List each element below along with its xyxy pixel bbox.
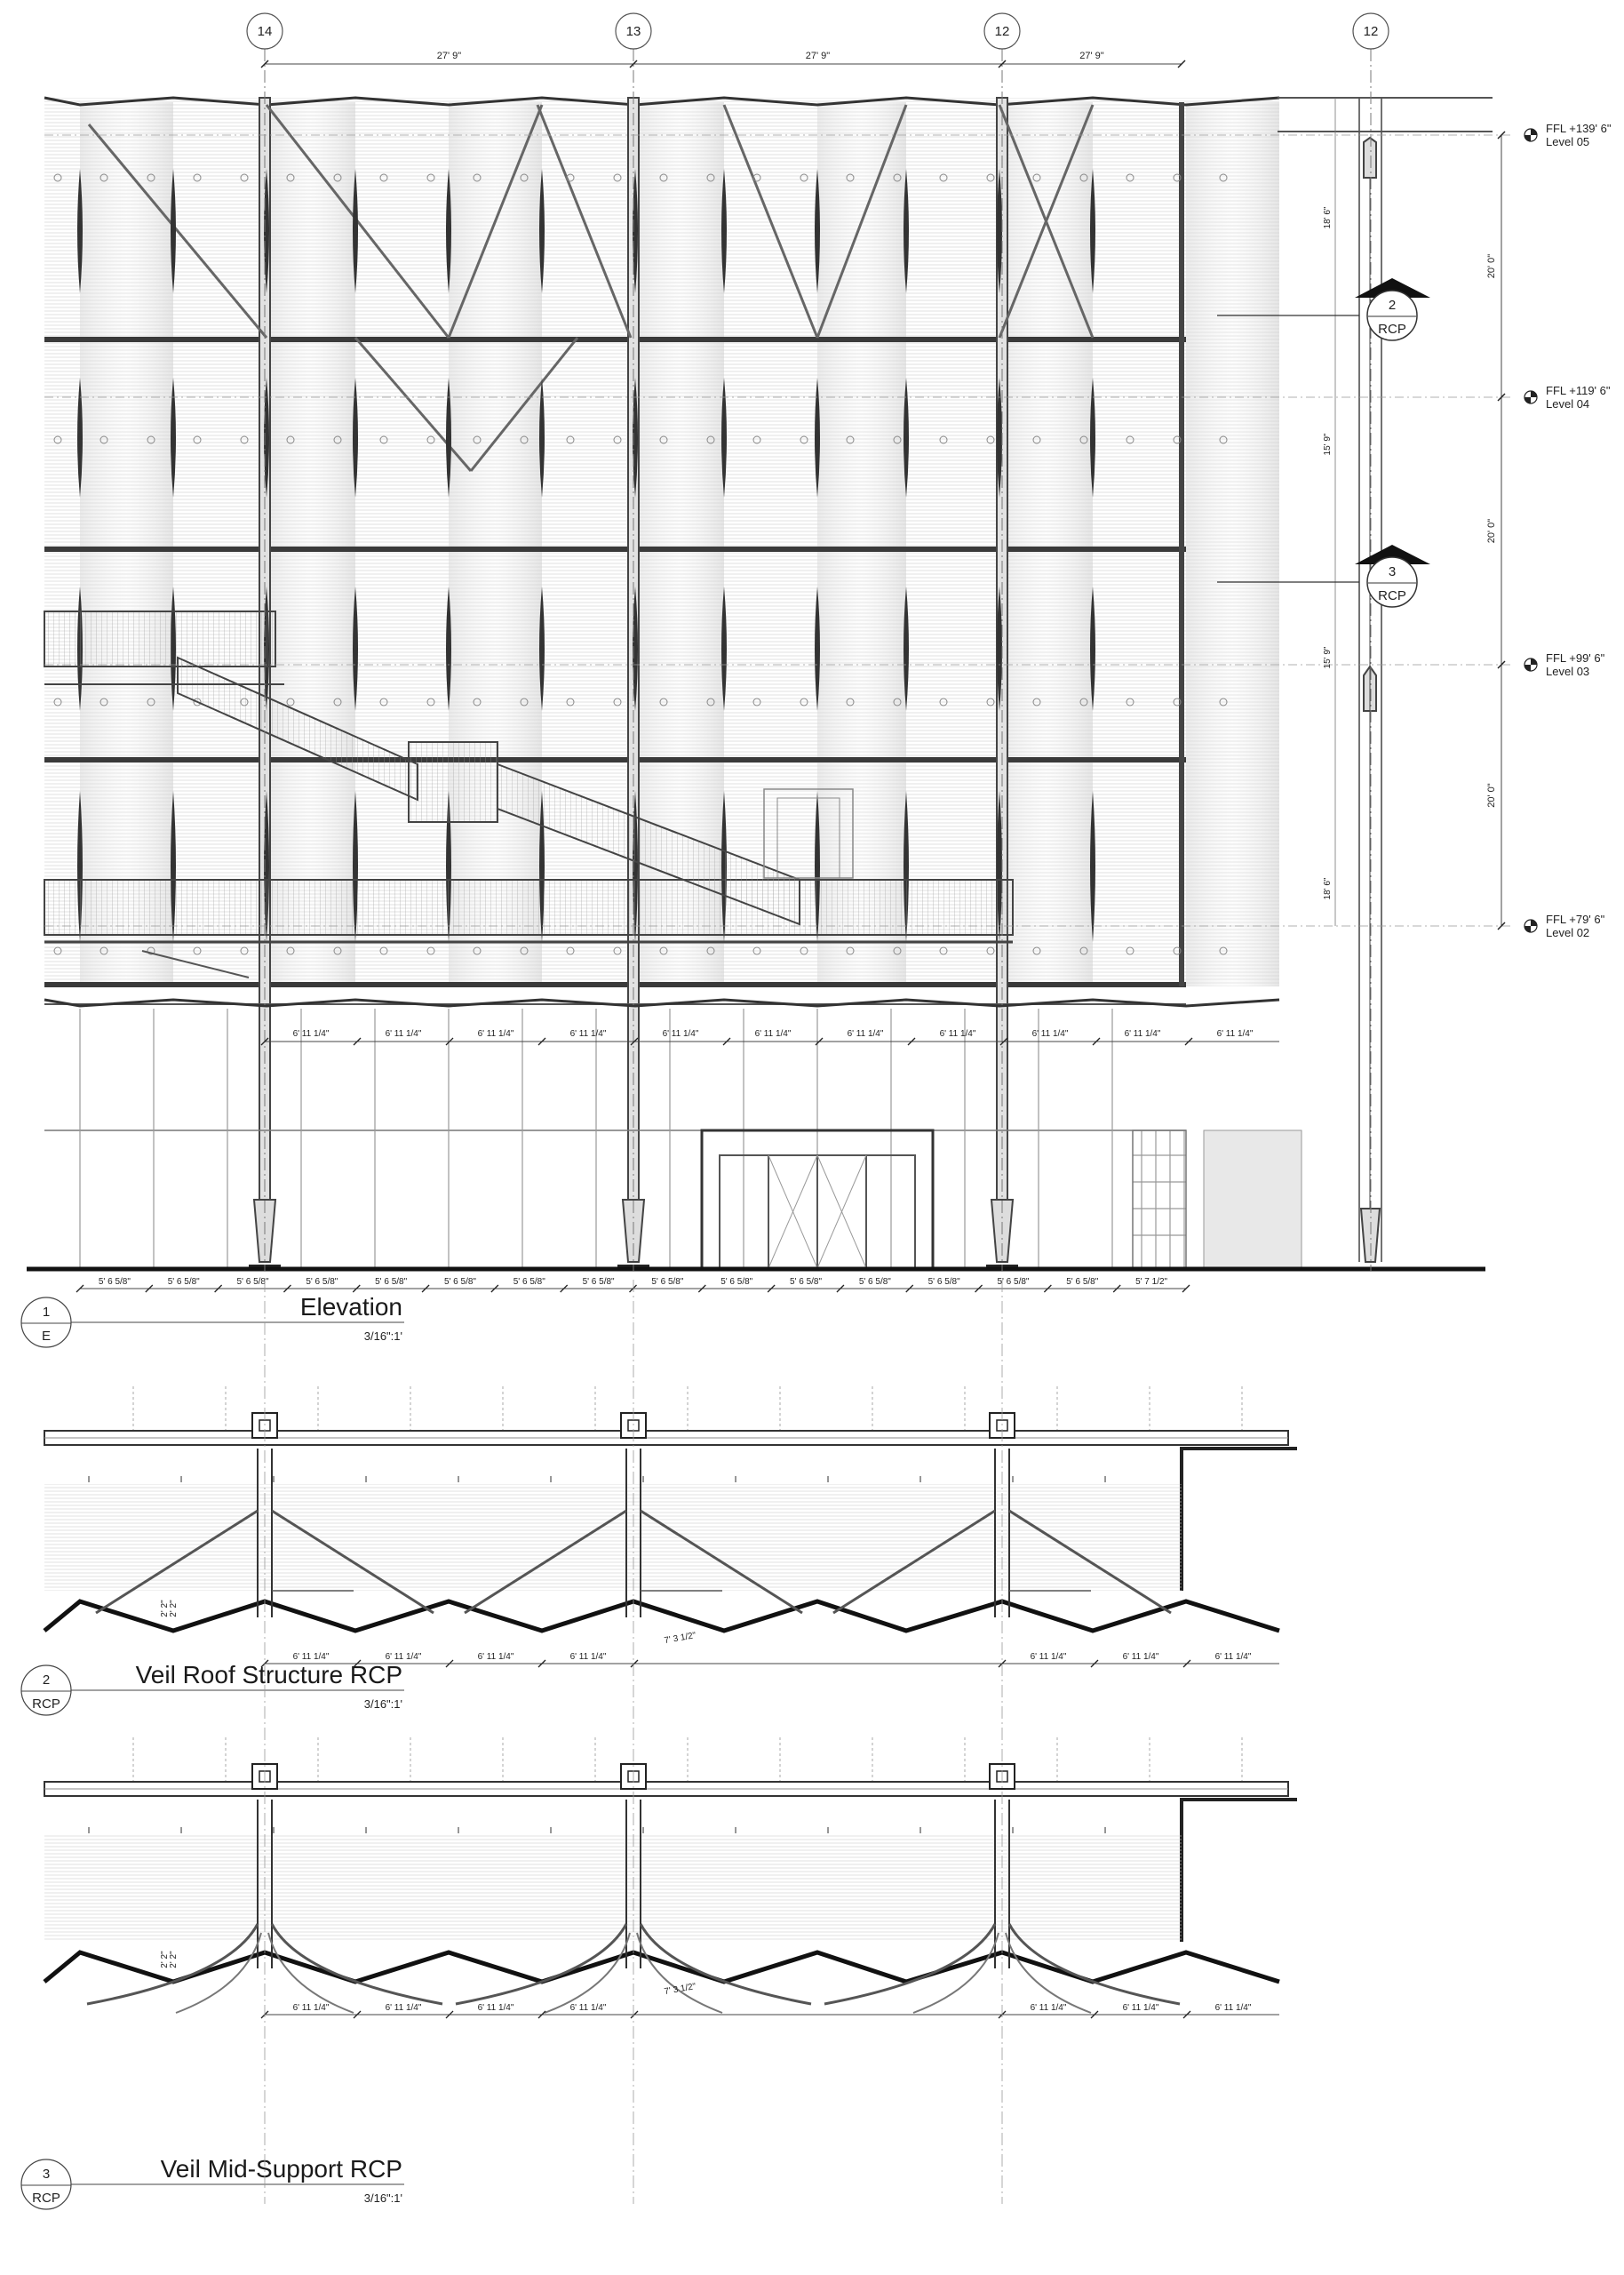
- rcp-dimension-text: 6' 11 1/4": [385, 1652, 422, 1662]
- veil-panel: [817, 102, 906, 986]
- level-elevation: FFL +99' 6": [1546, 651, 1605, 665]
- rcp-hanger: I: [549, 1826, 553, 1836]
- dimension-text: 15' 9": [1323, 433, 1333, 456]
- veil-panel: [1186, 102, 1279, 986]
- rcp-hanger: I: [549, 1475, 553, 1485]
- rcp-dimension-text: 6' 11 1/4": [292, 2003, 330, 2013]
- rcp-hanger: I: [919, 1826, 922, 1836]
- drawing-title: Veil Roof Structure RCP: [135, 1661, 402, 1688]
- rcp-dimension-text: 6' 11 1/4": [385, 2003, 422, 2013]
- dimension-text: 5' 6 5/8": [375, 1277, 408, 1287]
- rcp-hanger: I: [272, 1826, 275, 1836]
- rcp-branch: [1006, 1933, 1091, 2013]
- rcp-hanger: I: [179, 1475, 183, 1485]
- rcp-hanger: I: [641, 1475, 645, 1485]
- rcp-dimension-text: 6' 11 1/4": [1122, 1652, 1159, 1662]
- rcp-hanger: I: [919, 1475, 922, 1485]
- dimension-text: 5' 6 5/8": [1066, 1277, 1099, 1287]
- grid-label: 14: [257, 24, 273, 39]
- dimension-text: 6' 11 1/4": [1216, 1029, 1254, 1039]
- drawing-scale: 3/16":1': [363, 1329, 402, 1343]
- rcp-dimension-text: 6' 11 1/4": [569, 2003, 607, 2013]
- rcp-hanger: I: [1011, 1826, 1015, 1836]
- section-number: 2: [1388, 298, 1397, 313]
- rcp-dimension-text: 6' 11 1/4": [1122, 2003, 1159, 2013]
- veil-panel: [999, 102, 1093, 986]
- veil-panel: [267, 102, 355, 986]
- rcp-dimension-text: 6' 11 1/4": [477, 2003, 514, 2013]
- level-name: Level 03: [1546, 665, 1590, 678]
- dimension-text: 6' 11 1/4": [847, 1029, 884, 1039]
- tree-column-section: [1278, 98, 1493, 1262]
- grid-label: 12: [1363, 24, 1379, 39]
- rcp-hanger: I: [272, 1475, 275, 1485]
- level-name: Level 05: [1546, 135, 1590, 148]
- drawing-title: Veil Mid-Support RCP: [160, 2155, 402, 2183]
- rcp-hanger: I: [1103, 1475, 1107, 1485]
- dimension-text: 6' 11 1/4": [292, 1029, 330, 1039]
- rcp-hanger: I: [87, 1475, 91, 1485]
- dimension-text: 5' 6 5/8": [790, 1277, 823, 1287]
- right-dimension-string: [1486, 132, 1505, 930]
- drawing-sheet: E: [41, 1329, 52, 1344]
- rcp-branch: [637, 1933, 722, 2013]
- rcp-dimension-text: 6' 11 1/4": [1214, 2003, 1252, 2013]
- rcp-hanger: I: [364, 1826, 368, 1836]
- dimension-text: 6' 11 1/4": [385, 1029, 422, 1039]
- dimension-text: 6' 11 1/4": [754, 1029, 792, 1039]
- level-name: Level 04: [1546, 397, 1590, 411]
- drawing-number: 3: [42, 2167, 51, 2182]
- drawing-sheet: RCP: [32, 1696, 60, 1712]
- ground-floor-storefront: [27, 1000, 1485, 1269]
- dimension-text: 20' 0": [1486, 518, 1497, 544]
- dimension-text: 18' 6": [1323, 877, 1333, 900]
- rcp-dimension-text: 6' 11 1/4": [292, 1652, 330, 1662]
- rcp-hanger: I: [87, 1826, 91, 1836]
- dimension-text: 5' 6 5/8": [927, 1277, 960, 1287]
- drawing-number: 2: [42, 1672, 51, 1688]
- level-name: Level 02: [1546, 926, 1590, 939]
- rcp-dimension-text: 7' 3 1/2": [663, 1981, 697, 1998]
- section-number: 3: [1388, 564, 1397, 579]
- dimension-text: 6' 11 1/4": [1124, 1029, 1161, 1039]
- veil-panel: [449, 102, 542, 986]
- level-elevation: FFL +119' 6": [1546, 384, 1611, 397]
- rcp-dimension-text: 6' 11 1/4": [477, 1652, 514, 1662]
- dimension-text: 5' 6 5/8": [651, 1277, 684, 1287]
- dimension-text: 6' 11 1/4": [569, 1029, 607, 1039]
- rcp-dimension-text: 6' 11 1/4": [1214, 1652, 1252, 1662]
- rcp-small-dimension: 2' 2": [160, 1951, 170, 1968]
- section-sheet: RCP: [1378, 588, 1406, 603]
- level-elevation: FFL +79' 6": [1546, 913, 1605, 926]
- grid-label: 13: [625, 24, 641, 39]
- grid-label: 12: [994, 24, 1010, 39]
- section-sheet: RCP: [1378, 322, 1406, 337]
- rcp-veil-zigzag: [44, 1601, 1279, 1631]
- dimension-text: 5' 6 5/8": [306, 1277, 338, 1287]
- dimension-text: 6' 11 1/4": [1031, 1029, 1069, 1039]
- rcp-branch: [913, 1933, 999, 2013]
- dimension-text: 5' 6 5/8": [720, 1277, 753, 1287]
- rcp-hanger: I: [826, 1826, 830, 1836]
- rcp-small-dimension: 2' 2": [169, 1600, 179, 1617]
- dimension-text: 27' 9": [805, 51, 831, 61]
- dimension-text: 5' 6 5/8": [167, 1277, 200, 1287]
- rcp-hanger: I: [364, 1475, 368, 1485]
- dimension-text: 5' 7 1/2": [1135, 1277, 1168, 1287]
- dimension-text: 5' 6 5/8": [997, 1277, 1030, 1287]
- rcp-dimension-text: 6' 11 1/4": [1030, 2003, 1067, 2013]
- rcp-wall: [1182, 1449, 1297, 1591]
- rcp-small-dimension: 2' 2": [169, 1951, 179, 1968]
- dimension-text: 27' 9": [436, 51, 462, 61]
- rcp-hanger: I: [457, 1826, 460, 1836]
- dimension-text: 5' 6 5/8": [858, 1277, 891, 1287]
- rcp-dimension-text: 6' 11 1/4": [1030, 1652, 1067, 1662]
- dimension-text: 27' 9": [1079, 51, 1104, 61]
- rcp-dimension-text: 6' 11 1/4": [569, 1652, 607, 1662]
- column-dimension-string: [1323, 98, 1335, 926]
- dimension-text: 15' 9": [1323, 646, 1333, 669]
- rcp-hanger: I: [1103, 1826, 1107, 1836]
- dimension-text: 6' 11 1/4": [662, 1029, 699, 1039]
- rcp-wall: [1182, 1800, 1297, 1942]
- rcp-hanger: I: [1011, 1475, 1015, 1485]
- dimension-text: 5' 6 5/8": [98, 1277, 131, 1287]
- rcp-hanger: I: [734, 1826, 737, 1836]
- drawing-title: Elevation: [299, 1293, 402, 1321]
- rcp-branch: [268, 1933, 354, 2013]
- drawing-scale: 3/16":1': [363, 2191, 402, 2205]
- dimension-text: 5' 6 5/8": [582, 1277, 615, 1287]
- dimension-text: 6' 11 1/4": [939, 1029, 976, 1039]
- rcp-veil-zigzag: [44, 1952, 1279, 1982]
- rcp-dimension-text: 7' 3 1/2": [663, 1630, 697, 1647]
- veil-panel: [80, 102, 173, 986]
- mid-dimension-string: [261, 1029, 1279, 1045]
- top-dimension-string: [261, 51, 1185, 68]
- dimension-text: 18' 6": [1323, 206, 1333, 229]
- level-elevation: FFL +139' 6": [1546, 122, 1612, 135]
- drawing-scale: 3/16":1': [363, 1697, 402, 1711]
- rcp-mid-support-drawing: [44, 1737, 1297, 2018]
- dimension-text: 5' 6 5/8": [443, 1277, 476, 1287]
- bottom-dimension-string: [76, 1277, 1190, 1292]
- dimension-text: 5' 6 5/8": [236, 1277, 269, 1287]
- rcp-hanger: I: [457, 1475, 460, 1485]
- rcp-hanger: I: [734, 1475, 737, 1485]
- rcp-branch: [176, 1933, 261, 2013]
- grid-extensions: [265, 1280, 1002, 2204]
- dimension-text: 5' 6 5/8": [513, 1277, 545, 1287]
- rcp-branch: [545, 1933, 630, 2013]
- dimension-text: 20' 0": [1486, 783, 1497, 808]
- dimension-text: 6' 11 1/4": [477, 1029, 514, 1039]
- elevation-drawing: [27, 13, 1612, 1292]
- rcp-hanger: I: [826, 1475, 830, 1485]
- rcp-small-dimension: 2' 2": [160, 1600, 170, 1617]
- drawing-sheet: RCP: [32, 2191, 60, 2206]
- rcp-hanger: I: [641, 1826, 645, 1836]
- rcp-hanger: I: [179, 1826, 183, 1836]
- drawing-number: 1: [42, 1305, 51, 1320]
- rcp-roof-structure-drawing: [44, 1386, 1297, 1667]
- dimension-text: 20' 0": [1486, 253, 1497, 279]
